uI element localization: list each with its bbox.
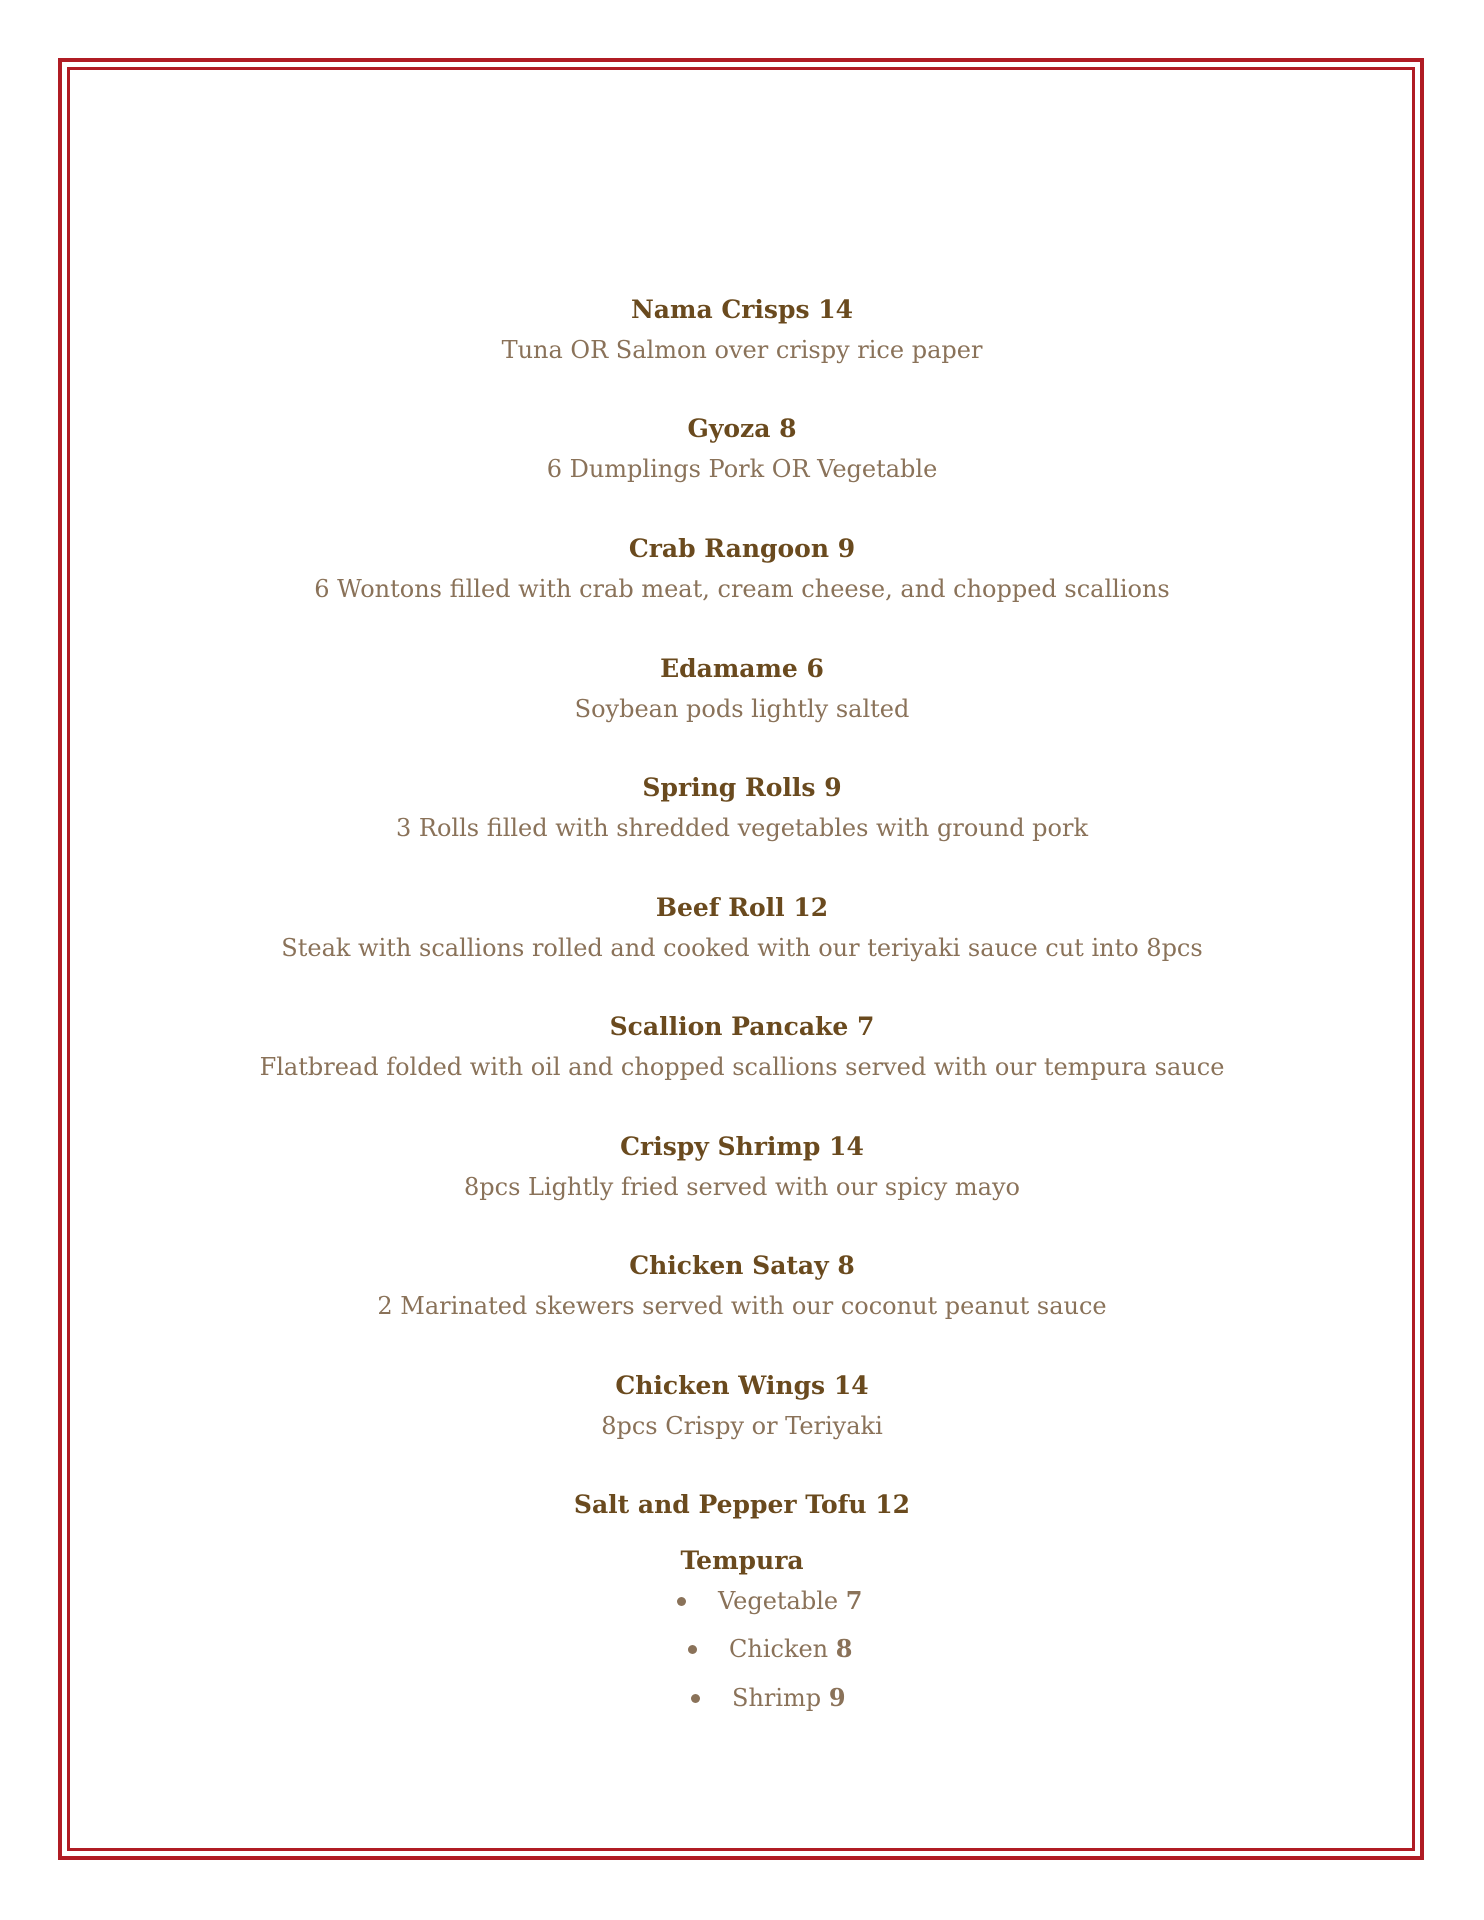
menu-item-title: Chicken Wings 14 xyxy=(615,1371,869,1400)
bullet-icon xyxy=(677,1597,686,1606)
menu-item-description: 8pcs Crispy or Teriyaki xyxy=(601,1412,883,1440)
menu-item-title: Salt and Pepper Tofu 12 xyxy=(573,1490,911,1519)
menu-item-description: 3 Rolls filled with shredded vegetables with ground pork xyxy=(395,814,1089,842)
tempura-option xyxy=(0,1683,1484,1713)
menu-item-title: Scallion Pancake 7 xyxy=(609,1012,875,1041)
tempura-option xyxy=(0,1634,1484,1664)
tempura-option-price: 9 xyxy=(828,1683,846,1712)
bullet-icon xyxy=(688,1645,697,1654)
tempura-option xyxy=(0,1586,1484,1616)
tempura-option-label: Vegetable xyxy=(718,1587,839,1615)
menu-item-title: Beef Roll 12 xyxy=(655,893,829,922)
menu-item-description: 2 Marinated skewers served with our coconut peanut sauce xyxy=(377,1292,1107,1320)
tempura-option-label: Chicken xyxy=(729,1635,829,1663)
menu-item-description: Flatbread folded with oil and chopped scallions served with our tempura sauce xyxy=(259,1053,1225,1081)
menu-item-description: Soybean pods lightly salted xyxy=(574,695,910,723)
bullet-icon xyxy=(691,1694,700,1703)
menu-item-title: Nama Crisps 14 xyxy=(630,295,854,324)
menu-item-description: 6 Wontons filled with crab meat, cream cheese, and chopped scallions xyxy=(314,575,1170,603)
menu-item-title: Edamame 6 xyxy=(660,654,824,683)
menu-item-title: Crispy Shrimp 14 xyxy=(620,1132,864,1161)
menu-item-description: Tuna OR Salmon over crispy rice paper xyxy=(501,336,983,364)
menu-item-title: Spring Rolls 9 xyxy=(642,773,842,802)
menu-item-title: Gyoza 8 xyxy=(687,414,797,443)
menu-item-title: Chicken Satay 8 xyxy=(629,1251,855,1280)
menu-item-description: 8pcs Lightly fried served with our spicy mayo xyxy=(464,1173,1020,1201)
tempura-title: Tempura xyxy=(680,1546,804,1575)
menu-item-title: Crab Rangoon 9 xyxy=(628,534,856,563)
menu-item-description: 6 Dumplings Pork OR Vegetable xyxy=(546,455,938,483)
tempura-option-price: 8 xyxy=(835,1634,853,1663)
tempura-option-label: Shrimp xyxy=(732,1684,822,1712)
menu-item-description: Steak with scallions rolled and cooked with our teriyaki sauce cut into 8pcs xyxy=(281,934,1203,962)
tempura-option-price: 7 xyxy=(845,1586,863,1615)
